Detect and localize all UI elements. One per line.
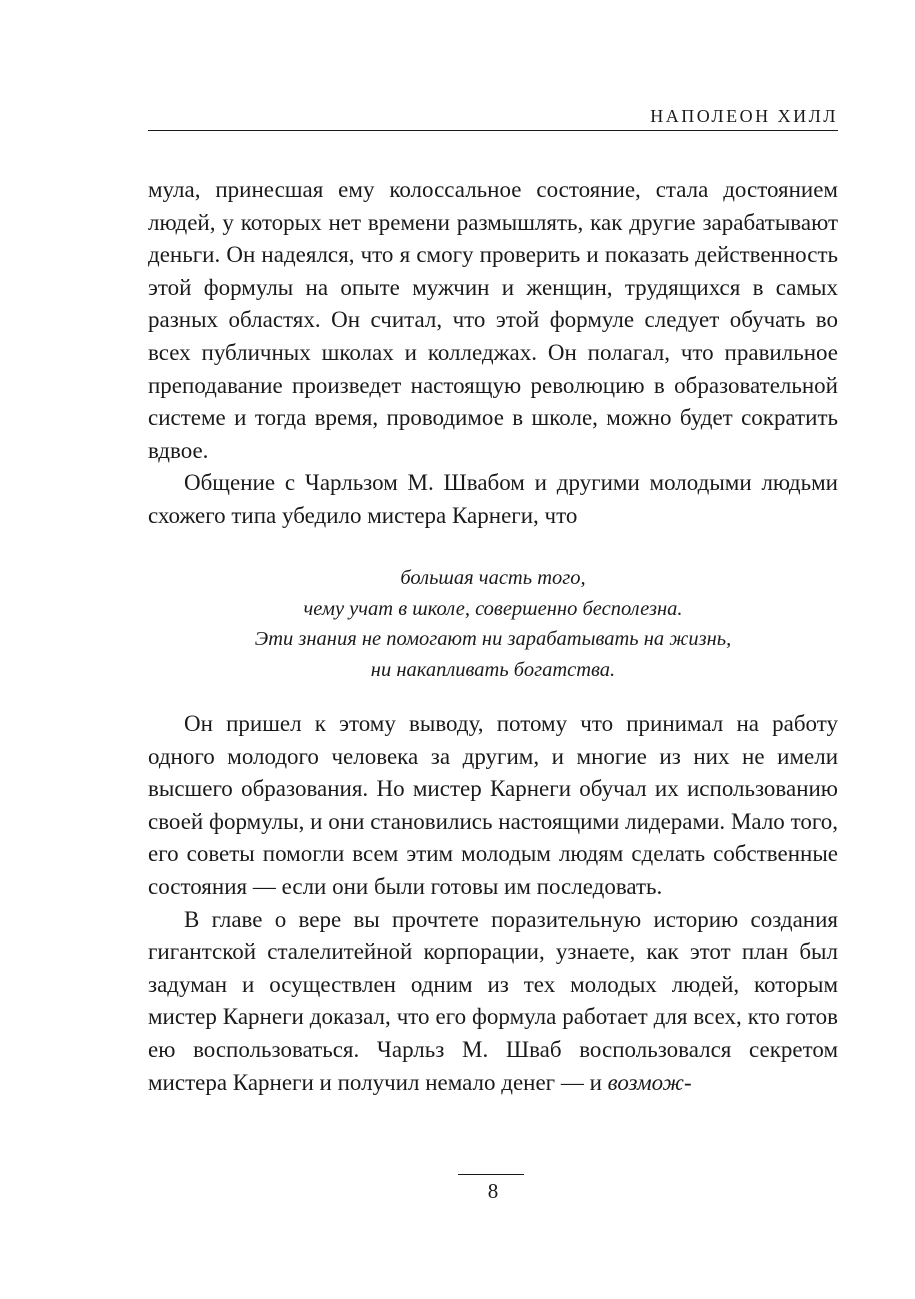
header-rule (148, 130, 838, 131)
footer-rule (458, 1174, 524, 1175)
paragraph-4-text: В главе о вере вы прочтете поразительную историю создания гигантской сталелитейной корпорации, узнаете, как этот план был задуман и осуществлен одним из тех молодых людей, которым мистер Карнеги доказал, что его формула работает для всех, кто готов ею воспользоваться. Чарльз М. Шваб воспользовался секретом мистера Карнеги и получил немало денег — и (148, 906, 838, 1095)
paragraph-3: Он пришел к этому выводу, потому что принимал на работу одного молодого человека за другим, и многие из них не имели высшего образования. Но мистер Карнеги обучал их использованию своей формулы, и они становились настоящими лидерами. Мало того, его советы помогли всем этим молодым людям сделать собственные состояния — если они были готовы им последовать. (148, 711, 838, 899)
quote-line-4: ни накапливать богатства. (370, 658, 616, 681)
italic-quote (148, 563, 838, 685)
paragraph-4 (148, 904, 838, 1100)
paragraph-4-italic-tail: возмож- (607, 1069, 692, 1095)
quote-line-2: чему учат в школе, совершенно бесполезна. (303, 597, 683, 620)
page-number: 8 (487, 1179, 499, 1203)
running-header-title: НАПОЛЕОН ХИЛЛ (650, 106, 838, 126)
quote-line-3: Эти знания не помогают ни зарабатывать на жизнь, (254, 628, 732, 650)
text-block-bottom (148, 708, 838, 1099)
paragraph-1: мула, принесшая ему колоссальное состояние, стала достоянием людей, у которых нет времени размышлять, как другие зарабатывают деньги. Он надеялся, что я смогу проверить и показать действенность этой формулы на опыте мужчин и женщин, трудящихся в самых разных областях. Он считал, что этой формуле следует обучать во всех публичных школах и колледжах. Он полагал, что правильное преподавание произведет настоящую революцию в образовательной системе и тогда время, проводимое в школе, можно будет сократить вдвое. (148, 177, 838, 463)
paragraph-2: Общение с Чарльзом М. Швабом и другими молодыми людьми схожего типа убедило мистера Карнеги, что (148, 470, 838, 528)
quote-line-1: большая часть того, (400, 567, 586, 589)
text-block-top (148, 174, 838, 533)
